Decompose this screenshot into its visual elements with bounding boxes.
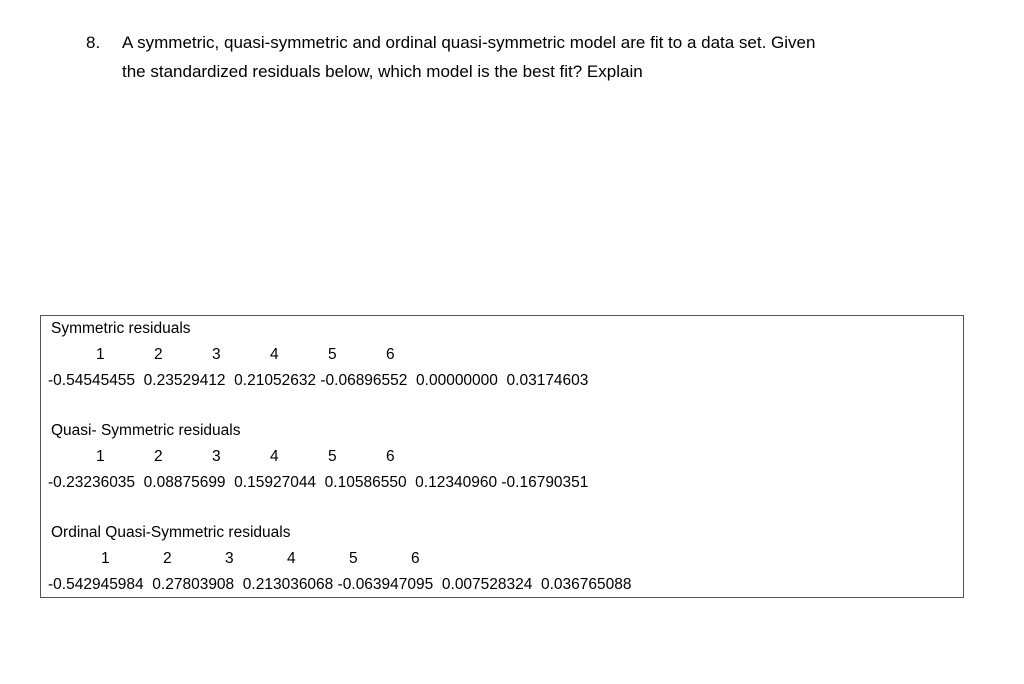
- question-line-1: [86, 28, 986, 57]
- question-text-line-2: the standardized residuals below, which model is the best fit? Explain: [122, 62, 643, 81]
- residuals-box: [40, 315, 964, 598]
- quasi-symmetric-column-header: [51, 448, 951, 468]
- column-label: 3: [212, 346, 221, 363]
- ordinal-quasi-symmetric-residual-values: -0.542945984 0.27803908 0.213036068 -0.063947095 0.007528324 0.036765088: [48, 576, 632, 593]
- column-label: 5: [328, 448, 337, 465]
- column-label: 6: [386, 448, 395, 465]
- ordinal-quasi-symmetric-residuals-title: Ordinal Quasi-Symmetric residuals: [51, 524, 291, 541]
- column-label: 4: [270, 448, 279, 465]
- column-label: 2: [163, 550, 172, 567]
- column-label: 1: [101, 550, 110, 567]
- column-label: 2: [154, 346, 163, 363]
- column-label: 6: [411, 550, 420, 567]
- question-text-line-1: A symmetric, quasi-symmetric and ordinal quasi-symmetric model are fit to a data set. Given: [122, 33, 816, 52]
- question-number: 8.: [86, 33, 101, 52]
- column-label: 5: [349, 550, 358, 567]
- column-label: 4: [287, 550, 296, 567]
- column-label: 3: [212, 448, 221, 465]
- column-label: 6: [386, 346, 395, 363]
- column-label: 1: [96, 448, 105, 465]
- symmetric-residuals-title: Symmetric residuals: [51, 320, 191, 337]
- column-label: 5: [328, 346, 337, 363]
- question: [86, 28, 986, 86]
- ordinal-quasi-symmetric-column-header: [51, 550, 951, 570]
- column-label: 2: [154, 448, 163, 465]
- symmetric-column-header: [51, 346, 951, 366]
- column-label: 3: [225, 550, 234, 567]
- column-label: 1: [96, 346, 105, 363]
- quasi-symmetric-residual-values: -0.23236035 0.08875699 0.15927044 0.10586550 0.12340960 -0.16790351: [48, 474, 589, 491]
- quasi-symmetric-residuals-title: Quasi- Symmetric residuals: [51, 422, 241, 439]
- column-label: 4: [270, 346, 279, 363]
- symmetric-residual-values: -0.54545455 0.23529412 0.21052632 -0.06896552 0.00000000 0.03174603: [48, 372, 589, 389]
